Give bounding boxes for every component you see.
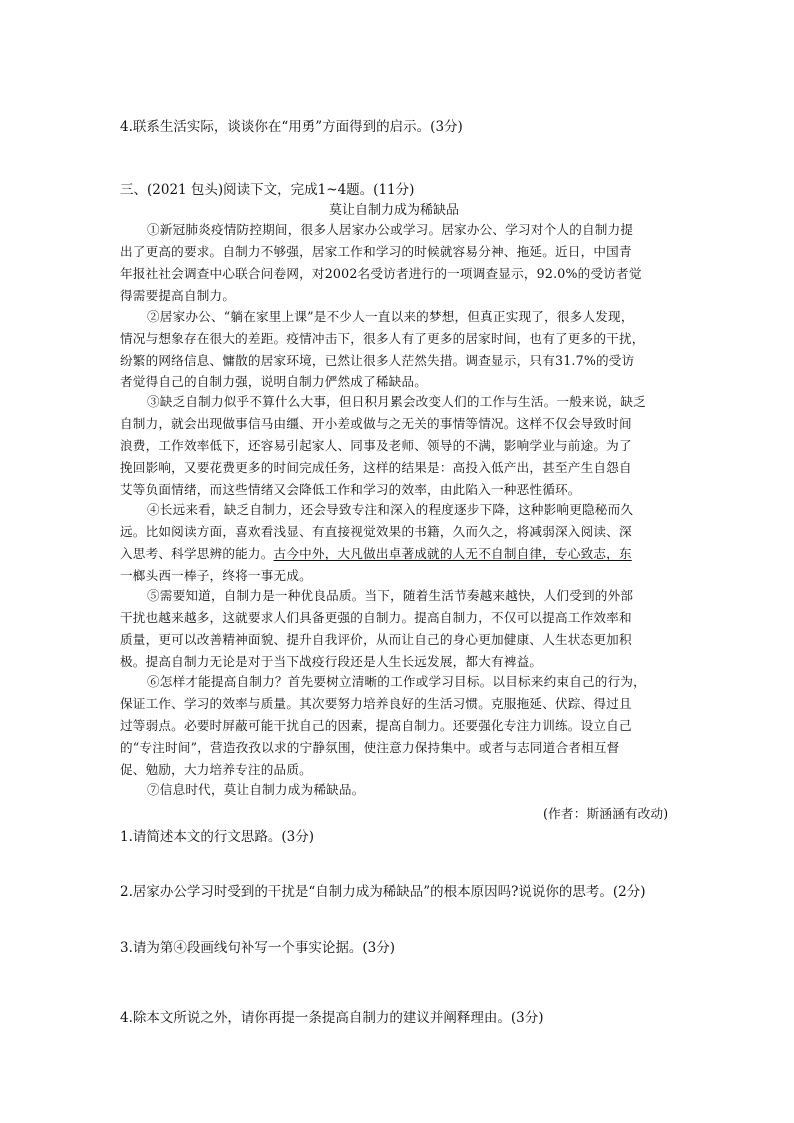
text-line: 远。比如阅读方面，喜欢看浅显、有直接视觉效果的书籍，久而久之，将减弱深入阅读、深 xyxy=(120,524,632,539)
text-line: 浪费，工作效率低下，还容易引起家人、同事及老师、领导的不满，影响学业与前途。为了 xyxy=(120,438,632,453)
question-3: 3.请为第④段画线句补写一个事实论据。(3分) xyxy=(120,940,396,956)
author-note: (作者：斯涵涵有改动) xyxy=(543,806,669,821)
text-line: 自制力，就会出现做事信马由缰、开小差或做与之无关的事情等情况。这样不仅会导致时间 xyxy=(120,416,632,431)
text-line: 极。提高自制力无论是对于当下战疫行段还是人生长远发展，都大有裨益。 xyxy=(120,654,543,669)
question-1: 1.请简述本文的行文思路。(3分) xyxy=(120,829,315,845)
text-line: 的“专注时间”，营造孜孜以求的宁静氛围，使注意力保持集中。或者与志同道合者相互督 xyxy=(120,740,620,755)
text-line: ②居家办公、“躺在家里上课”是不少人一直以来的梦想，但真正实现了，很多人发现， xyxy=(147,309,634,324)
text-line: 情况与想象存在很大的差距。疫情冲击下，很多人有了更多的居家时间，也有了更多的干扰， xyxy=(120,331,645,346)
text-line: 艾等负面情绪，而这些情绪又会降低工作和学习的效率，由此陷入一种恶性循环。 xyxy=(120,482,581,497)
text-line: 质量，更可以改善精神面貌、提升自我评价，从而让自己的身心更加健康、人生状态更加积 xyxy=(120,632,632,647)
text-line: 挽回影响，又要花费更多的时间完成任务，这样的结果是：高投入低产出，甚至产生自怨自 xyxy=(120,460,632,475)
plain-text: 入思考、科学思辨的能力。 xyxy=(120,546,274,561)
text-line: ④长远来看，缺乏自制力，还会导致专注和深入的程度逐步下降，这种影响更隐秘而久 xyxy=(147,502,634,517)
text-line: 过等弱点。必要时屏蔽可能干扰自己的因素，提高自制力。还要强化专注力训练。设立自己 xyxy=(120,718,632,733)
text-line: 出了更高的要求。自制力不够强，居家工作和学习的时候就容易分神、拖延。近日，中国青 xyxy=(120,244,632,259)
text-line: 者觉得自己的自制力强，说明自制力俨然成了稀缺品。 xyxy=(120,374,428,389)
text-line: ⑥怎样才能提高自制力？首先要树立清晰的工作或学习目标。以目标来约束自己的行为， xyxy=(147,674,646,689)
article-title: 莫让自制力成为稀缺品 xyxy=(329,203,460,218)
text-line: ①新冠肺炎疫情防控期间，很多人居家办公或学习。居家办公、学习对个人的自制力提 xyxy=(147,222,634,237)
paragraph-7: ⑦信息时代，莫让自制力成为稀缺品。 xyxy=(147,782,365,797)
text-line: ③缺乏自制力似乎不算什么大事，但日积月累会改变人们的工作与生活。一般来说，缺乏 xyxy=(147,394,646,409)
top-question: 4.联系生活实际，谈谈你在“用勇”方面得到的启示。(3分) xyxy=(120,119,463,135)
section-header: 三、(2021 包头)阅读下文，完成1~4题。(11分) xyxy=(120,182,415,198)
question-4: 4.除本文所说之外，请你再提一条提高自制力的建议并阐释理由。(3分) xyxy=(120,1010,544,1026)
text-line: 一榔头西一棒子，终将一事无成。 xyxy=(120,568,312,583)
text-line: 纷繁的网络信息、慵散的居家环境，已然让很多人茫然失措。调查显示，只有31.7%的受访 xyxy=(120,353,635,368)
text-line: 年报社社会调查中心联合问卷网，对2002名受访者进行的一项调查显示，92.0%的受访者觉 xyxy=(120,266,642,281)
text-line: 保证工作、学习的效率与质量。其次要努力培养良好的生活习惯。克服拖延、伏踪、得过且 xyxy=(120,696,632,711)
text-line: 干扰也越来越多，这就要求人们具备更强的自制力。提高自制力，不仅可以提高工作效率和 xyxy=(120,610,632,625)
question-2: 2.居家办公学习时受到的干扰是“自制力成为稀缺品”的根本原因吗?说说你的思考。(2分) xyxy=(120,884,646,900)
text-line xyxy=(120,546,632,562)
underlined-sentence: 古今中外，大凡做出卓著成就的人无不自制自律，专心致志，东 xyxy=(273,546,632,561)
text-line: ⑤需要知道，自制力是一种优良品质。当下，随着生活节奏越来越快，人们受到的外部 xyxy=(147,588,634,603)
text-line: 促、勉励，大力培养专注的品质。 xyxy=(120,762,312,777)
text-line: 得需要提高自制力。 xyxy=(120,288,236,303)
